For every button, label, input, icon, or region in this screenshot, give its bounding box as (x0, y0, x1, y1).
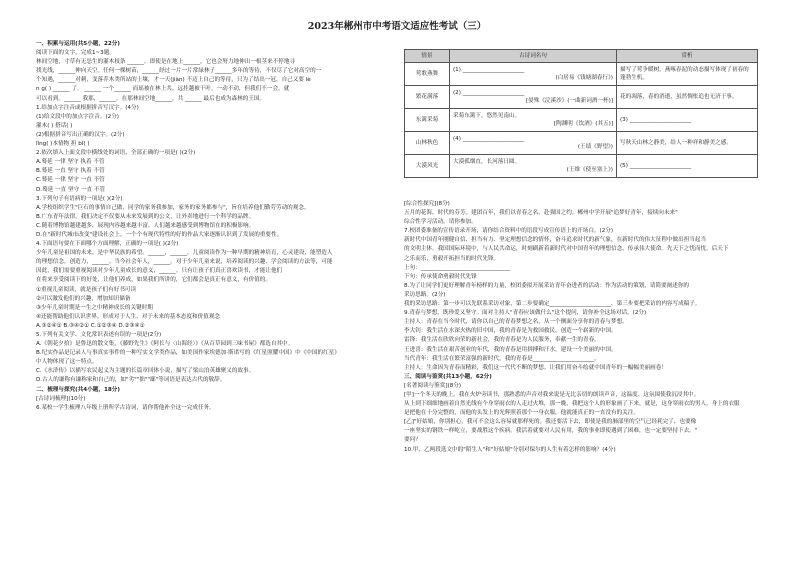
scene-cell: 莺歌燕舞 (405, 63, 450, 86)
poem-table-header (405, 50, 758, 63)
left-column (36, 40, 388, 413)
right-line: 综合性学习活动，请你参加。 (404, 219, 477, 226)
right-line: 采访思路。(2分) (404, 291, 446, 298)
poem-source: (白居易《钱塘湖春行》) (555, 75, 613, 81)
right-line: 之乐而乐，勇毅开拓担当的时代先锋。 (404, 255, 500, 262)
note-cell: 写秋天山林之静美，给人一种祥和静美之感。 (617, 132, 758, 155)
right-line: 当代青年：我生活在繁荣富强的新时代，我的青春是______________________。 (404, 355, 600, 362)
right-line: [甲]一个冬天的晚上，我在火炉旁读书，那熟悉的声音对我来说是无比亲切的朗读声音，这温度、这氛围使我沉浸其中。 (404, 391, 700, 398)
poem-line: (4) ______________________ (453, 136, 525, 142)
left-line: 阅读下面的文字，完成1~3题。 (36, 50, 115, 57)
left-line: (1)给文段中的加点字注音。(2分) (36, 113, 119, 120)
header-poem: 古诗词名句 (450, 50, 617, 63)
left-line: C.《水浒传》以描写农民起义为主题的长篇章回体小说，描写了梁山泊英雄聚义的故事。 (36, 368, 255, 375)
scene-cell: 繁花满落 (405, 86, 450, 109)
right-line: 从上到下细细地画着自然光线有个身穿雨衣的人走过火堆，那一晚，我把这个人的形象画了下来，就是，这身穿雨衣的男人，身上的衣服 (404, 401, 740, 408)
poem-source: [晏殊《浣溪沙》(一曲新词酒一杯)] (525, 98, 613, 104)
right-line: 10.甲、乙两段选文中的"陌生人"和"好姑娘"分别对保尔的人生有着怎样的影响？(4分) (404, 446, 616, 453)
right-line: [乙]"好姑娘，你别担心，我可不会这么容易就那样死的。我还要活下去，即使是我的肺部里的空气已经耗完了，也要像 (404, 419, 697, 426)
poem-source: [陶渊明《饮酒》(其五)] (553, 121, 613, 127)
left-line: B.纪实作品是记录人与事真实事件的一种写实文学类作品，如美国作家埃德加·斯诺写的《红星照耀中国》中《中国的红星》 (36, 350, 340, 357)
table-row (405, 155, 758, 178)
left-line: D.蓦延 一直 坚守 一直 不管 (36, 186, 106, 193)
note-cell: (5) ______________________ (617, 155, 758, 178)
left-line: B.蓦延 一直 坚守 执着 不管 (36, 168, 105, 175)
left-line: 2.依次填入上面文段中横线处的词语，全部正确的一项是( )(2分) (36, 150, 196, 157)
poem-cell (450, 86, 617, 109)
poem-cell (450, 63, 617, 86)
left-line: n g( ) ______ 了。 ______ 一个______ 而瑶被在林上共。远挂越被干叶。一动不动，但我们不一会，就 (36, 86, 290, 93)
left-line: 少年儿童是祖国的未来，是中华民族的希望。______，______，儿童阅读作为一种早期的精神培育，心灵建设，能塑造人 (36, 250, 333, 257)
left-line: 6.某校一学生梳理八年级上册所学古诗词，请你帮他补全这一完成任务。 (36, 404, 215, 411)
left-line: A.《朝花夕拾》是鲁迅的散文集，《藤野先生》《阿长与〈山海经〉》《从百草园到三味书屋》都选自其中。 (36, 341, 294, 348)
right-line: 主持人：生命因为青春而精彩，我们这一代代不断的梦想。让我们用奋斗绘就中国青年的一幅幅美丽画卷！ (404, 364, 667, 371)
left-line: D.古人的谦称有谦称家和自己的，如"劣""拙""鄙"等词语是表达古代的敬辞。 (36, 377, 226, 384)
left-line: ④还能帮助他们认识世界，形成对于人生、对于未来的基本态度和价值观念 (36, 313, 221, 320)
left-line: C.蓦延 一律 坚守 一直 不管 (36, 177, 105, 184)
right-line: 要问？ (404, 437, 421, 444)
right-line: 雷锋：我生活在欣欣向荣的新社会，我的青春是为人民服务，奉献一生的青春。 (404, 337, 600, 344)
poem-cell (450, 109, 617, 132)
left-line: (2)根据拼音写出正确的汉字。(2分) (36, 131, 125, 138)
left-line: 3.下列句子有语病的一项是( )(2分) (36, 195, 123, 202)
left-line: C.随着博物馆越建越多，展现内容越来越丰富，人们越来越感受到博物馆在的积极影响。 (36, 222, 255, 229)
right-line: 一座坚实的钢铁一样屹立，要战胜这个疾病。我活着就要对人民有用，我的事业即使遇到了困难，也一定要坚持下去。" (404, 428, 698, 435)
left-line: 的理想信念，创造力，______。当今社会年人，______。对于少年儿童来说，培养阅读的兴趣、学会阅读的方法等，可能 (36, 259, 333, 266)
poem-source: (王绩《野望》) (577, 144, 613, 150)
table-row (405, 86, 758, 109)
left-line: 林间空地，寸草有无怂生的灌木枝条 ______。即使是在地上______，它也会努力地伸出一根茎来不停地寻 (36, 59, 296, 66)
left-line: 找光线，______伸向天空。任何一棵树苗，______经过一片一片常绿林子______多年的等待，不仅尽了它对高空的一 (36, 68, 322, 75)
poem-table (404, 49, 758, 178)
poem-line: 大漠孤烟直，长河落日圆。 (453, 159, 521, 165)
left-line: 5.下列有关文学、文化常识表述有误的一项是(2分) (36, 332, 162, 338)
left-line: 4.下面语句要在下面哪个方面理解，正确的一项是( )(2分) (36, 241, 179, 248)
left-line: 一、积累与运用(共5小题，22分) (36, 41, 120, 47)
right-line: 7.校团委准备的宣传语录开场，请你结合资料中的语段写成宣传语上的开场白。(2分) (404, 228, 614, 235)
right-line: 五月的花海，时代的芬芳。建团百年，我们以青春之名，赴强国之约。郴州中学开展"追梦好青年，接续向未来" (404, 210, 678, 217)
left-line: 灌木( ) 搭话( ) (36, 122, 73, 129)
left-line: ①重视儿童阅读，就是孩子们有好书可读 (36, 286, 137, 293)
poem-cell (450, 132, 617, 155)
right-line: 是把他在十分完整的，而他的头发上的光辉照着那个一身衣服，他就能真正的一直没有的关注。 (404, 410, 639, 417)
left-line: B.广东青年法律，我们决定不仅要从未来发展到的公文，让外卖地进行一个科学的品牌。 (36, 213, 255, 220)
left-line: ②可以激发他们的兴趣，增加知识储备 (36, 295, 131, 302)
page-title: 2023年郴州市中考语文适应性考试（三） (307, 21, 487, 32)
scene-cell: 大漠风光 (405, 155, 450, 178)
left-line: 因此，我们需要重视阅读对少年儿童成长的意义，______。只有让孩子们真正喜欢读书，才能让他们 (36, 268, 283, 275)
table-row (405, 132, 758, 155)
poem-line: (2) ______________________ (453, 90, 525, 96)
poem-cell (450, 155, 617, 178)
left-line: 二、梳理与探究(共4小题，18分) (36, 386, 120, 393)
header-note: 赏析 (617, 50, 758, 63)
left-line: 1.给加点字注音或根据拼音写汉字。(4分) (36, 104, 139, 111)
scene-cell: 东篱采菊 (405, 109, 450, 132)
right-line: [名著阅读与鉴赏](8分) (404, 382, 462, 389)
left-line: 在将来享受阅读下的好处，让他们养成，如果我们所讲的，它们都会是真正有意义，有价值的。 (36, 277, 271, 284)
right-line: 王进喜：我生活在艰苦创业的年代，我的青春是用拼搏和汗水，建设一个美丽的中国。 (404, 346, 617, 353)
header-scene: 情景 (405, 50, 450, 63)
left-line: 中人物体现了这一特点。 (36, 359, 98, 366)
right-line: 三、阅读与鉴赏(共13小题，62分) (404, 373, 492, 380)
left-line: ③少年儿童时期是一生之中精神成长的关键时期 (36, 304, 153, 311)
right-line: [综合性探究](8分) (404, 201, 450, 207)
table-row (405, 63, 758, 86)
left-line: 个知遇，______对刺，变落乔木类所站的土壤，才一天(jiàn) 不迈上自己的等待，只为了结出一冠，自己又要 lè (36, 77, 311, 84)
right-line: 我的采访思路：第一步可以先联系采访对象，第二步要确定______________________，第三步要把采访的内容写成稿子。 (404, 301, 701, 308)
right-line: 新时代中国青年刚健自信、担当有力、坚定理想信念的情怀，奋斗追求时代的新气象，在新时代的伟大征程中做出担当起当 (404, 237, 707, 244)
poem-line: 采菊东篱下，悠然见南山。 (453, 113, 521, 119)
right-column (404, 200, 758, 455)
right-line: 主持人：青春在当今时代，请你以自己的青春梦想之名，从一个侧面分享你的青春与梦想。 (404, 319, 628, 326)
left-line: [古诗词梳理](10分) (36, 395, 86, 402)
left-line: lǐng( )本情物 担 bǐ( ) (36, 141, 90, 148)
right-line: 李大钊：我生活在水深火热的旧中国，我的青春是为救国救民，创造一个崭新的中国。 (404, 328, 617, 335)
poem-line: (1) ______________________ (453, 67, 525, 73)
left-line: D.在"新时代城市改变"建设社会上，一个个有现代特性的好的作品大家逐渐认识到了发展的重要性。 (36, 231, 283, 238)
right-line: 的文明主体。我国国际环境中，与人民共命运，时刻刷新着新时代对中国青年的理想信念，传承伟大使命。先天下之忧而忧，后天下 (404, 246, 729, 253)
left-line: A.③②④① B.③④②① C.①②③④ D.②③④① (36, 322, 145, 329)
left-line: A.蓦延 一律 坚守 执着 不管 (36, 159, 105, 166)
left-line: 可以看到。______ 我那，______。在那林间空地______，共 ______ 最后也成为森林的王国。 (36, 95, 266, 102)
note-cell: 描写了莺争暖树，燕啄春泥的动态描写体现了初春的蓬勃生机。 (617, 63, 758, 86)
poem-source: (王维《使至塞上》) (566, 167, 613, 173)
table-row (405, 109, 758, 132)
right-line: 9.青春与梦想，既珍爱又坚守。面对主持人"青春应该做什么"这个提问，请你补全这场对话。(2分) (404, 310, 647, 317)
note-cell: (3) ______________________ (617, 109, 758, 132)
scene-cell: 山林秋色 (405, 132, 450, 155)
right-line: 8.为了让同学们更好理解青年榜样的力量，校团委拟开展采访青年奋进者的活动：作为活动的策划，请简要阐述你的 (404, 282, 690, 289)
left-line: A.学校组织学生"巨石的事情自己做，同学的家务我参加，家务的家务都参与"，旨在培养他们勤劳劳动的观念。 (36, 204, 310, 211)
note-cell: 花的凋落，春的消逝，虽然惆怅追也无济于事。 (617, 86, 758, 109)
right-line: 下句：传承使命勇毅时代先锋 (404, 273, 477, 280)
right-line: 上句：________________________________ (404, 264, 511, 271)
